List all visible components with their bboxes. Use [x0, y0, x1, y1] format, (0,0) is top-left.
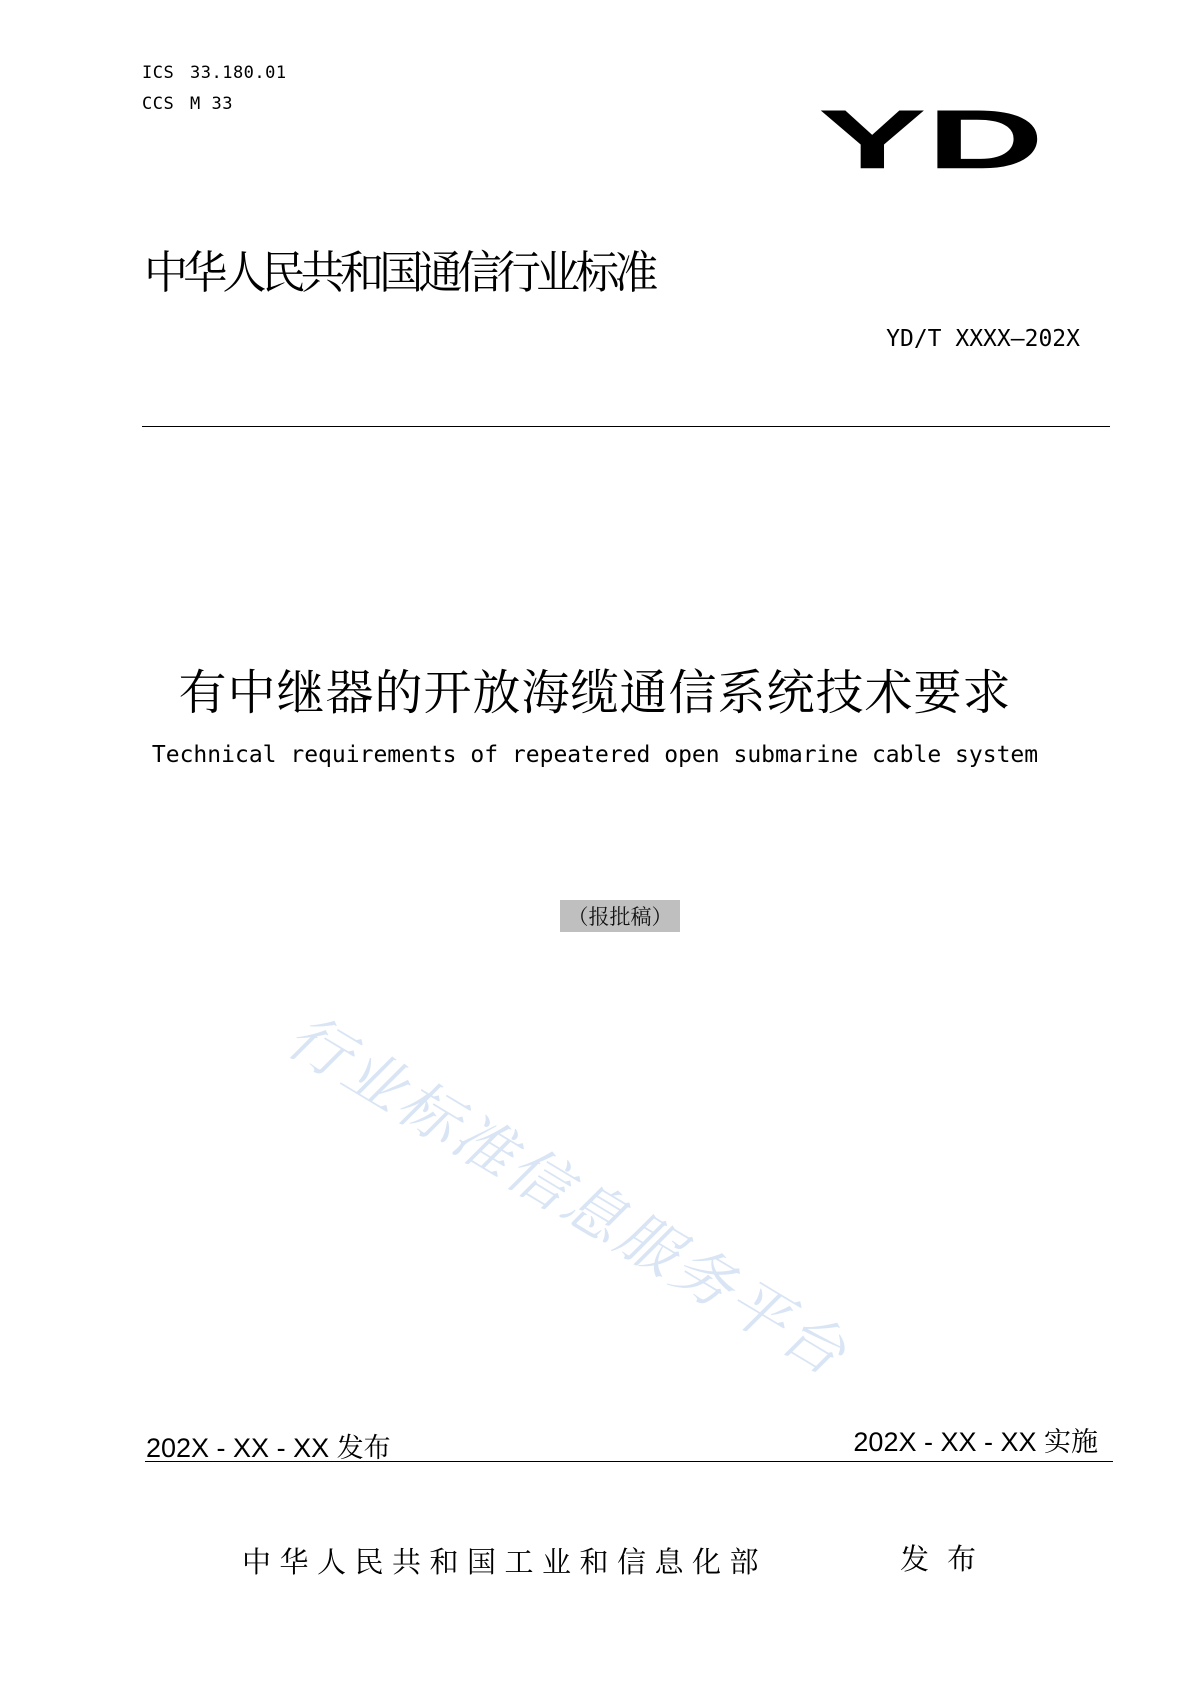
footer-divider — [145, 1461, 1113, 1462]
ics-value: 33.180.01 — [190, 63, 287, 83]
ccs-label: CCS — [142, 94, 175, 114]
yd-logo — [818, 96, 1048, 196]
document-title-chinese: 有中继器的开放海缆通信系统技术要求 — [178, 665, 1012, 721]
ccs-value: M 33 — [190, 94, 233, 114]
ics-line — [142, 63, 287, 83]
ics-label: ICS — [142, 63, 175, 83]
yd-logo-text: YD — [818, 96, 1044, 187]
implementation-date: 202X - XX - XX 实施 — [853, 1427, 1098, 1457]
header-divider — [142, 426, 1110, 427]
watermark: 行业标准信息服务平台 — [275, 1001, 860, 1391]
standard-number: YD/T XXXX—202X — [886, 326, 1080, 352]
issuing-authority: 中华人民共和国工业和信息化部 — [242, 1545, 768, 1579]
document-title-english: Technical requirements of repeatered open submarine cable system — [151, 742, 1039, 768]
issue-date: 202X - XX - XX 发布 — [146, 1433, 391, 1463]
draft-status-badge: （报批稿） — [560, 900, 680, 932]
standard-type-heading: 中华人民共和国通信行业标准 — [144, 246, 654, 299]
ccs-line — [142, 94, 233, 114]
issued-label: 发布 — [900, 1542, 995, 1576]
